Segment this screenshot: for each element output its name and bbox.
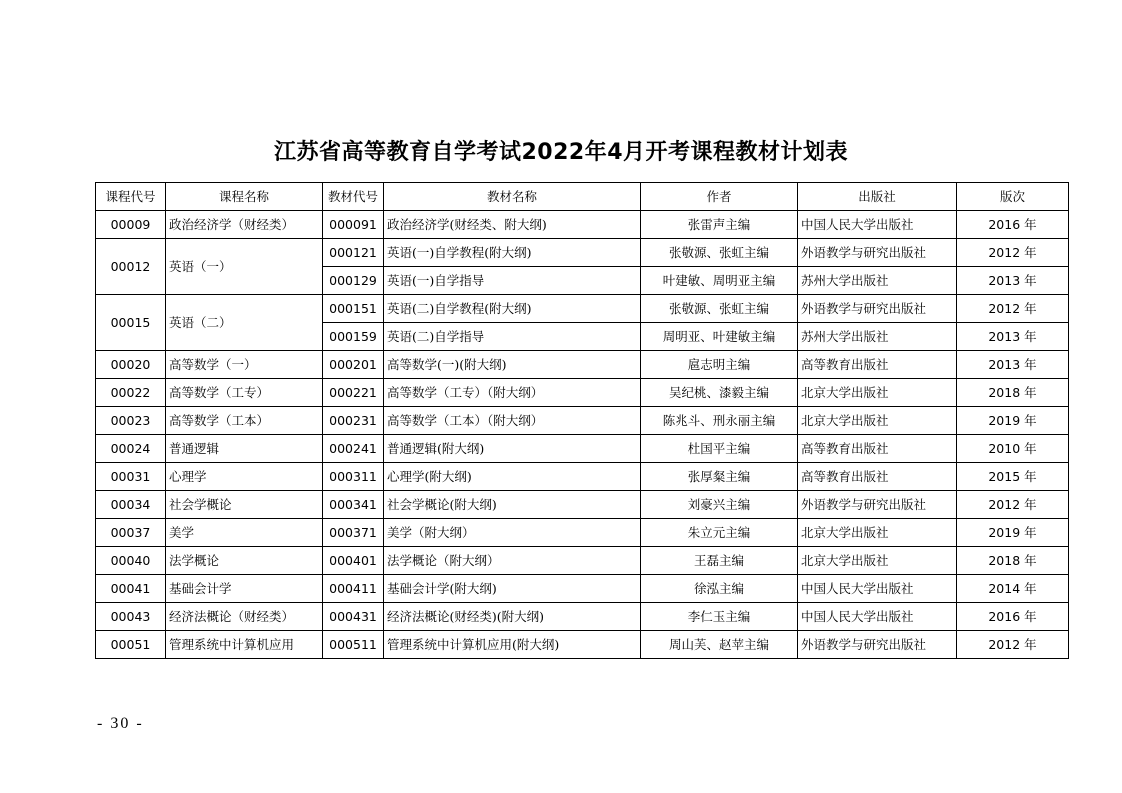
publisher-cell: 苏州大学出版社 (798, 267, 957, 295)
edition-cell: 2012 年 (957, 491, 1069, 519)
edition-cell: 2015 年 (957, 463, 1069, 491)
table-row (96, 379, 1069, 407)
course-name-cell: 美学 (166, 519, 323, 547)
header-book-code: 教材代号 (323, 183, 384, 211)
course-name-cell: 普通逻辑 (166, 435, 323, 463)
book-name-cell: 美学（附大纲） (384, 519, 641, 547)
table-row (96, 575, 1069, 603)
table-row (96, 491, 1069, 519)
course-name-cell: 法学概论 (166, 547, 323, 575)
book-name-cell: 高等数学(一)(附大纲) (384, 351, 641, 379)
course-code-cell: 00023 (96, 407, 166, 435)
course-code-cell: 00037 (96, 519, 166, 547)
edition-cell: 2019 年 (957, 519, 1069, 547)
course-code-cell: 00022 (96, 379, 166, 407)
author-cell: 张雷声主编 (641, 211, 798, 239)
book-code-cell: 000201 (323, 351, 384, 379)
header-publisher: 出版社 (798, 183, 957, 211)
table-row (96, 351, 1069, 379)
course-name-cell: 高等数学（一） (166, 351, 323, 379)
publisher-cell: 北京大学出版社 (798, 379, 957, 407)
table-row (96, 547, 1069, 575)
course-name-cell: 英语（一） (166, 239, 323, 295)
course-code-cell: 00024 (96, 435, 166, 463)
course-name-cell: 政治经济学（财经类） (166, 211, 323, 239)
publisher-cell: 外语教学与研究出版社 (798, 295, 957, 323)
course-code-cell: 00043 (96, 603, 166, 631)
book-code-cell: 000121 (323, 239, 384, 267)
book-code-cell: 000231 (323, 407, 384, 435)
header-course-name: 课程名称 (166, 183, 323, 211)
book-code-cell: 000091 (323, 211, 384, 239)
book-name-cell: 基础会计学(附大纲) (384, 575, 641, 603)
author-cell: 刘豪兴主编 (641, 491, 798, 519)
course-name-cell: 英语（二） (166, 295, 323, 351)
book-name-cell: 高等数学（工本）（附大纲） (384, 407, 641, 435)
author-cell: 王磊主编 (641, 547, 798, 575)
publisher-cell: 中国人民大学出版社 (798, 603, 957, 631)
publisher-cell: 外语教学与研究出版社 (798, 631, 957, 659)
edition-cell: 2016 年 (957, 603, 1069, 631)
edition-cell: 2012 年 (957, 239, 1069, 267)
publisher-cell: 外语教学与研究出版社 (798, 239, 957, 267)
course-code-cell: 00012 (96, 239, 166, 295)
edition-cell: 2013 年 (957, 351, 1069, 379)
book-name-cell: 法学概论（附大纲） (384, 547, 641, 575)
book-code-cell: 000431 (323, 603, 384, 631)
book-name-cell: 普通逻辑(附大纲) (384, 435, 641, 463)
course-name-cell: 高等数学（工本） (166, 407, 323, 435)
table-row (96, 435, 1069, 463)
table-row (96, 407, 1069, 435)
course-name-cell: 高等数学（工专） (166, 379, 323, 407)
course-code-cell: 00034 (96, 491, 166, 519)
course-name-cell: 基础会计学 (166, 575, 323, 603)
author-cell: 张厚粲主编 (641, 463, 798, 491)
author-cell: 陈兆斗、刑永丽主编 (641, 407, 798, 435)
book-name-cell: 高等数学（工专）（附大纲） (384, 379, 641, 407)
author-cell: 朱立元主编 (641, 519, 798, 547)
table-row (96, 603, 1069, 631)
book-name-cell: 英语(二)自学教程(附大纲) (384, 295, 641, 323)
edition-cell: 2012 年 (957, 295, 1069, 323)
course-name-cell: 经济法概论（财经类） (166, 603, 323, 631)
book-name-cell: 英语(一)自学教程(附大纲) (384, 239, 641, 267)
header-author: 作者 (641, 183, 798, 211)
publisher-cell: 中国人民大学出版社 (798, 211, 957, 239)
table-header-row (96, 183, 1069, 211)
textbook-plan-table (95, 182, 1069, 659)
book-code-cell: 000411 (323, 575, 384, 603)
book-code-cell: 000511 (323, 631, 384, 659)
edition-cell: 2013 年 (957, 323, 1069, 351)
edition-cell: 2019 年 (957, 407, 1069, 435)
course-code-cell: 00041 (96, 575, 166, 603)
edition-cell: 2016 年 (957, 211, 1069, 239)
page-title: 江苏省高等教育自学考试2022年4月开考课程教材计划表 (273, 140, 849, 165)
table-row (96, 631, 1069, 659)
publisher-cell: 中国人民大学出版社 (798, 575, 957, 603)
author-cell: 周山芙、赵苹主编 (641, 631, 798, 659)
publisher-cell: 苏州大学出版社 (798, 323, 957, 351)
header-course-code: 课程代号 (96, 183, 166, 211)
edition-cell: 2012 年 (957, 631, 1069, 659)
author-cell: 叶建敏、周明亚主编 (641, 267, 798, 295)
course-code-cell: 00020 (96, 351, 166, 379)
publisher-cell: 高等教育出版社 (798, 435, 957, 463)
page-number: - 30 - (97, 715, 144, 732)
author-cell: 扈志明主编 (641, 351, 798, 379)
author-cell: 张敬源、张虹主编 (641, 295, 798, 323)
table-body (96, 211, 1069, 659)
author-cell: 张敬源、张虹主编 (641, 239, 798, 267)
author-cell: 杜国平主编 (641, 435, 798, 463)
course-code-cell: 00040 (96, 547, 166, 575)
book-code-cell: 000151 (323, 295, 384, 323)
author-cell: 徐泓主编 (641, 575, 798, 603)
book-code-cell: 000241 (323, 435, 384, 463)
book-code-cell: 000401 (323, 547, 384, 575)
author-cell: 李仁玉主编 (641, 603, 798, 631)
table-row (96, 295, 1069, 323)
publisher-cell: 外语教学与研究出版社 (798, 491, 957, 519)
course-name-cell: 心理学 (166, 463, 323, 491)
edition-cell: 2010 年 (957, 435, 1069, 463)
book-name-cell: 英语(一)自学指导 (384, 267, 641, 295)
author-cell: 周明亚、叶建敏主编 (641, 323, 798, 351)
author-cell: 吴纪桃、漆毅主编 (641, 379, 798, 407)
course-name-cell: 社会学概论 (166, 491, 323, 519)
book-code-cell: 000129 (323, 267, 384, 295)
book-name-cell: 政治经济学(财经类、附大纲) (384, 211, 641, 239)
edition-cell: 2013 年 (957, 267, 1069, 295)
course-code-cell: 00009 (96, 211, 166, 239)
book-name-cell: 心理学(附大纲) (384, 463, 641, 491)
book-code-cell: 000371 (323, 519, 384, 547)
book-code-cell: 000341 (323, 491, 384, 519)
table-row (96, 211, 1069, 239)
header-book-name: 教材名称 (384, 183, 641, 211)
edition-cell: 2018 年 (957, 547, 1069, 575)
edition-cell: 2014 年 (957, 575, 1069, 603)
course-name-cell: 管理系统中计算机应用 (166, 631, 323, 659)
publisher-cell: 北京大学出版社 (798, 519, 957, 547)
publisher-cell: 高等教育出版社 (798, 463, 957, 491)
book-code-cell: 000221 (323, 379, 384, 407)
book-name-cell: 经济法概论(财经类)(附大纲) (384, 603, 641, 631)
table-row (96, 519, 1069, 547)
publisher-cell: 高等教育出版社 (798, 351, 957, 379)
book-name-cell: 社会学概论(附大纲) (384, 491, 641, 519)
publisher-cell: 北京大学出版社 (798, 547, 957, 575)
book-name-cell: 管理系统中计算机应用(附大纲) (384, 631, 641, 659)
header-edition: 版次 (957, 183, 1069, 211)
course-code-cell: 00051 (96, 631, 166, 659)
book-name-cell: 英语(二)自学指导 (384, 323, 641, 351)
publisher-cell: 北京大学出版社 (798, 407, 957, 435)
book-code-cell: 000159 (323, 323, 384, 351)
table-row (96, 239, 1069, 267)
course-code-cell: 00031 (96, 463, 166, 491)
edition-cell: 2018 年 (957, 379, 1069, 407)
course-code-cell: 00015 (96, 295, 166, 351)
table-row (96, 463, 1069, 491)
book-code-cell: 000311 (323, 463, 384, 491)
